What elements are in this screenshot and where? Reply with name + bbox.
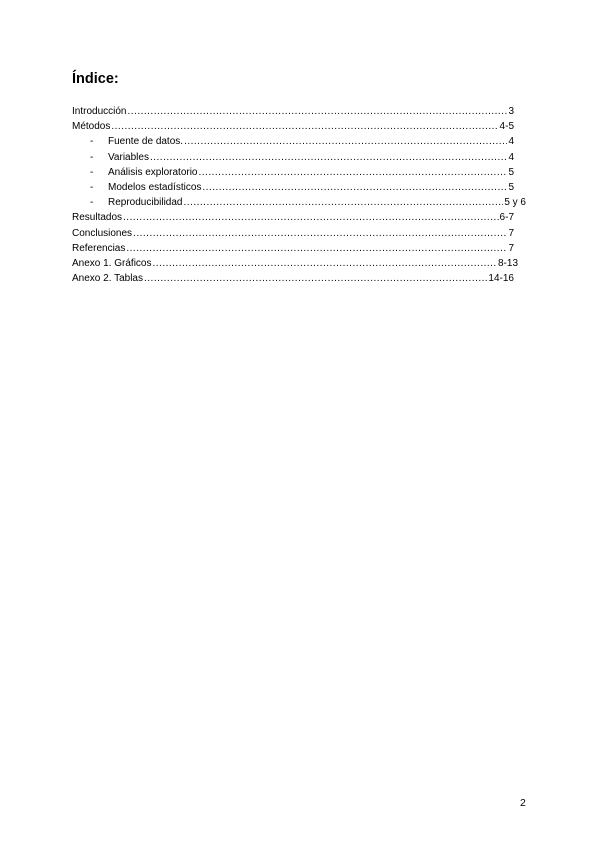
toc-entry-label: Anexo 2. Tablas [72, 273, 143, 285]
toc-entry-metodos[interactable] [72, 119, 514, 134]
list-dash: - [90, 151, 94, 163]
toc-entry-anexo-2[interactable] [72, 271, 514, 286]
dot-leader [199, 165, 508, 180]
dot-leader [150, 150, 507, 165]
toc-subentry-modelos-estadisticos[interactable] [72, 180, 514, 195]
toc-entry-pages: 7 [508, 227, 514, 239]
toc-entry-introduccion[interactable] [72, 104, 514, 119]
dot-leader [152, 256, 497, 271]
toc-entry-pages: 6-7 [499, 212, 514, 224]
toc-entry-label: Referencias [72, 242, 126, 254]
toc-entry-label: Métodos [72, 121, 111, 133]
list-dash: - [90, 197, 94, 209]
toc-entry-pages: 4 [508, 136, 514, 148]
toc-entry-conclusiones[interactable] [72, 226, 514, 241]
toc-entry-pages: 5 [508, 166, 514, 178]
toc-entry-label: Anexo 1. Gráficos [72, 257, 152, 269]
list-dash: - [90, 166, 94, 178]
toc-entry-pages: 8-13 [497, 257, 518, 269]
toc-entry-pages: 5 [508, 181, 514, 193]
toc-entry-label: Introducción [72, 106, 127, 117]
index-title: Índice: [72, 71, 119, 87]
toc-entry-pages: 4-5 [499, 121, 514, 133]
dot-leader [126, 241, 507, 256]
toc-entry-pages: 4 [508, 151, 514, 163]
toc-entry-label: Resultados [72, 212, 123, 224]
list-dash: - [90, 181, 94, 193]
toc-entry-anexo-1[interactable] [72, 256, 518, 271]
toc-entry-referencias[interactable] [72, 241, 514, 256]
page-number: 2 [520, 797, 526, 809]
toc-subentry-reproducibilidad[interactable] [72, 195, 526, 210]
toc-entry-label: Fuente de datos. [108, 136, 184, 148]
toc-entry-label: Reproducibilidad [108, 197, 183, 209]
table-of-contents [72, 104, 526, 286]
toc-entry-resultados[interactable] [72, 210, 514, 225]
dot-leader [123, 210, 499, 225]
dot-leader [184, 195, 504, 210]
toc-entry-pages: 5 y 6 [504, 197, 526, 209]
toc-entry-label: Modelos estadísticos [108, 181, 202, 193]
dot-leader [202, 180, 507, 195]
toc-entry-label: Análisis exploratorio [108, 166, 198, 178]
toc-entry-label: Conclusiones [72, 227, 133, 239]
toc-entry-pages: 3 [508, 106, 514, 117]
list-dash: - [90, 136, 94, 148]
toc-subentry-variables[interactable] [72, 150, 514, 165]
toc-subentry-analisis-exploratorio[interactable] [72, 165, 514, 180]
toc-subentry-fuente-de-datos[interactable] [72, 134, 514, 149]
dot-leader [133, 226, 507, 241]
toc-entry-label: Variables [108, 151, 149, 163]
toc-entry-pages: 14-16 [488, 273, 514, 285]
dot-leader [144, 271, 487, 286]
dot-leader [111, 119, 498, 134]
dot-leader [127, 104, 507, 119]
dot-leader [184, 134, 507, 149]
toc-entry-pages: 7 [508, 242, 514, 254]
